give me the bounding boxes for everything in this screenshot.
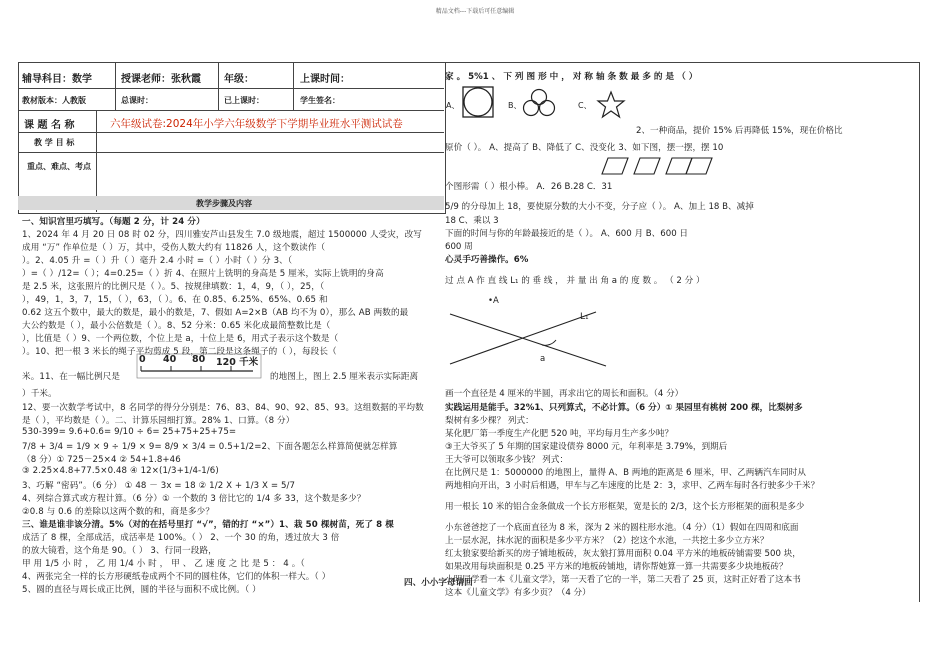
right-line: 过 点 A 作 直 线 L₁ 的 垂 线 ， 并 量 出 角 a 的 度 数 。 （ 2 分 ） (445, 276, 705, 286)
left-line: 大公约数是（ ），最小公倍数是（ ）。8、52 分米：0.65 米化成最简整数比是（ (22, 321, 331, 331)
right-line: 这本《儿童文学》有多少页？（4 分） (445, 588, 591, 598)
left-line: 7/8 + 3/4 = 1/9 × 9 ÷ 1/9 × 9= 8/9 × 3/4 = 0.5+1/2=2、下面各题怎么样算简便就怎样算 (22, 442, 398, 452)
scale-tick-40: 40 (163, 354, 177, 365)
right-line: 18 C、乘以 3 (445, 216, 499, 226)
student-sign-cell: 学生签名： (300, 96, 340, 105)
total-lessons-cell: 总课时： (121, 96, 153, 105)
three-circles-shape (522, 88, 556, 118)
right-line: 下面的时间与你的年龄最接近的是（ ）。 A、600 月 B、600 日 (445, 229, 689, 239)
scale-tick-0: 0 (139, 354, 146, 365)
section-1-title: 一、知识宫里巧填写。（每题 2 分，计 24 分） (22, 217, 205, 227)
right-line: 某化肥厂第一季度生产化肥 520 吨，平均每月生产多少吨？ (445, 429, 674, 439)
right-line: 如果改用每块面积是 0.25 平方米的地板砖铺地，请你帮她算一算一共需要多少块地板砖？ (445, 562, 788, 572)
left-line: ），比值是（ ）9、一个两位数，个位上是 a，十位上是 6，用式子表示这个数是（ (22, 334, 339, 344)
section-4-title: 四、小小字母请回 (404, 578, 473, 588)
left-line: ）。2、4.05 升 =（ ）升（ ）毫升 2.4 小时 =（ ）小时（ ）分 3、（ (22, 256, 293, 266)
right-line: 小东爸爸挖了一个底面直径为 8 米，深为 2 米的圆柱形水池。（4 分）（1）假如在四周和底面 (445, 523, 799, 533)
left-line: 5、圆的直径与周长成正比例，圆的半径与面积不成比例。（ ） (22, 585, 261, 595)
class-time-cell: 上课时间： (300, 74, 350, 85)
right-line: 个图形需（ ）根小棒。 A．26 B.28 C．31 (445, 182, 613, 192)
key-points-label: 重点、难点、考点 (27, 162, 91, 171)
left-line: ②0.8 与 0.6 的差除以这两个数的和，商是多少？ (22, 507, 215, 517)
left-line: 1、2024 年 4 月 20 日 08 时 02 分，四川雅安芦山县发生 7.0 级地震，超过 1500000 人受灾，改写 (22, 230, 422, 240)
lessons-done-cell: 已上课时： (224, 96, 264, 105)
right-line: 画一个直径是 4 厘米的半圆，再求出它的周长和面积。（4 分） (445, 389, 684, 399)
parallelogram-sticks-figure (594, 155, 724, 177)
left-line: 3、巧解 “密码”。（6 分） ① 48 － 3x = 18 ② 1/2 X + 1/3 X = 5/7 (22, 481, 296, 491)
left-line: 4、列综合算式或方程计算。（6 分）① 一个数的 3 倍比它的 1/4 多 33，这个数是多少？ (22, 494, 366, 504)
scale-tick-120: 120 千米 (216, 357, 259, 368)
angle-a-label: a (540, 354, 546, 364)
left-line: 的放大镜看，这个角是 90。（ ） 3、行同一段路， (22, 546, 217, 556)
lesson-name-label: 课 题 名 称 (24, 120, 75, 131)
left-line: 是（ ），平均数是（ ）。二、计算乐园细打算。28% 1、口算。（8 分） (22, 416, 295, 426)
line-l1-label: L₁ (580, 312, 589, 322)
option-b-label: B、 (508, 101, 522, 110)
subject-cell: 辅导科目：数学 (22, 74, 92, 85)
left-line: ）千米。 (22, 389, 57, 399)
left-line: ）。10、把一根 3 米长的绳子平均剪成 5 段，第二段是这条绳子的（ ），每段长（ (22, 347, 337, 357)
right-line: 5/9 的分母加上 18，要使原分数的大小不变，分子应（ ）。 A、加上 18 B、减掉 (445, 202, 754, 212)
scale-prefix: 米。11、在一幅比例尺是 (22, 372, 121, 382)
grade-cell: 年级： (224, 74, 254, 85)
left-line: ③ 2.25×4.8+77.5×0.48 ④ 12×(1/3+1/4-1/6) (22, 466, 219, 476)
right-line: 上一层水泥，抹水泥的面积是多少平方米？（2）挖这个水池，一共挖土多少立方米？ (445, 536, 769, 546)
left-line: 12、要一次数学考试中，8 名同学的得分分别是：76、83、84、90、92、85、93。这组数据的平均数 (22, 403, 424, 413)
square-circle-shape (460, 84, 496, 120)
point-a-label: •A (488, 296, 499, 306)
option-c-label: C、 (578, 101, 592, 110)
section-hands-on-title: 心灵手巧善操作。6% (445, 255, 529, 265)
right-line: 用一根长 10 米的铝合金条做成一个长方形框架，宽是长的 2/3，这个长方形框架的面积是多少 (445, 502, 805, 512)
left-line: 甲 用 1/5 小 时 ， 乙 用 1/4 小 时 ， 甲 、 乙 速 度 之 比 是 5 ： 4 。（ (22, 559, 305, 569)
intersecting-lines-figure (446, 294, 612, 372)
steps-bar-title: 教学步骤及内容 (196, 199, 252, 208)
right-line: 小明同学看一本《儿童文学》，第一天看了它的一半，第二天看了 25 页，这时正好看了这本书 (445, 575, 801, 585)
document-header-note: 精品文档---下载后可任意编辑 (435, 8, 515, 15)
section-practice-title: 实践运用是能手。32%1、只列算式，不必计算。（6 分）① 果园里有桃树 200 棵，比梨树多 (445, 403, 803, 413)
right-line: ③王大爷买了 5 年期的国家建设债券 8000 元，年利率是 3.79%，到期后 (445, 442, 728, 452)
left-line: 530-399= 9.6+0.6= 9/10 ÷ 6= 25+75+25+75= (22, 427, 237, 437)
right-line: 家 。 5%1 、 下 列 图 形 中 ， 对 称 轴 条 数 最 多 的 是 （ ） (445, 72, 698, 82)
left-line: 4、两张完全一样的长方形硬纸卷成两个不同的圆柱体，它们的体积一样大。（ ） (22, 572, 331, 582)
teaching-goal-label: 教 学 目 标 (34, 138, 75, 147)
textbook-cell: 教材版本：人教版 (22, 96, 86, 105)
right-line: 梨树有多少棵？ 列式： (445, 416, 534, 426)
right-line: 王大爷可以领取多少钱？ 列式： (445, 455, 569, 465)
right-line: 600 周 (445, 242, 473, 252)
star-shape (596, 90, 626, 120)
right-line: 两地相向开出，3 小时后相遇，甲车与乙车速度的比是 2：3，求甲、乙两车每时各行驶多少千米？ (445, 481, 820, 491)
teacher-cell: 授课老师：张秋霞 (121, 74, 201, 85)
right-line: 原价（ ）。 A、提高了 B、降低了 C、没变化 3、如下图，摆一摆，摆 10 (445, 143, 724, 153)
scale-suffix: 的地图上，图上 2.5 厘米表示实际距离 (270, 372, 419, 382)
lesson-title: 六年级试卷:2024年小学六年级数学下学期毕业班水平测试试卷 (110, 118, 403, 130)
section-3-title: 三、谁是谁非该分清。5%（对的在括号里打 “√”，错的打 “×”）1、栽 50 棵树苗，死了 8 棵 (22, 520, 394, 530)
right-line: 2、一种商品，提价 15% 后再降低 15%，现在价格比 (636, 126, 843, 136)
left-line: （8 分）① 725－25×4 ② 54+1.8+46 (22, 455, 181, 465)
left-line: 成活了 8 棵，全部成活，成活率是 100%。（ ） 2、一个 30 的角，透过放大 3 倍 (22, 533, 340, 543)
scale-tick-80: 80 (192, 354, 206, 365)
right-line: 在比例尺是 1：5000000 的地图上，量得 A、B 两地的距离是 6 厘米，甲、乙两辆汽车同时从 (445, 468, 806, 478)
left-line: 是 2.5 米，这张照片的比例尺是（ ）。5、按规律填数：1，4，9，（ ），25，（ (22, 282, 325, 292)
left-line: 0.62 这五个数中，最大的数是，最小的数是，7、假如 A=2×B（AB 均不为 0），那么 AB 两数的最 (22, 308, 409, 318)
right-line: 红太狼家要给新买的房子铺地板砖，灰太狼打算用面积 0.04 平方米的地板砖铺需要 500 块， (445, 549, 801, 559)
option-a-label: A、 (446, 101, 460, 110)
left-line: ）=（ ）/12=（ ）；4=0.25=（ ）折 4、在照片上铣明的身高是 5 厘米，实际上铣明的身高 (22, 269, 384, 279)
left-line: ），49，1，3，7，15，（ ），63，（ ）。6、在 0.85、6.25%、65%、0.65 和 (22, 295, 328, 305)
left-line: 成用 “万” 作单位是（ ）万，其中，受伤人数大约有 11826 人，这个数读作（ (22, 243, 326, 253)
